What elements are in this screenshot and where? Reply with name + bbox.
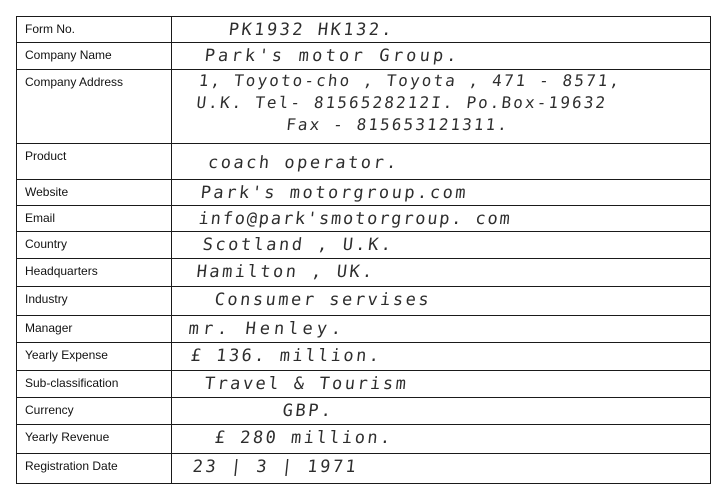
headquarters-cell — [172, 259, 711, 287]
industry-label: Industry — [17, 287, 172, 316]
email-cell — [172, 206, 711, 232]
company-name-label: Company Name — [17, 43, 172, 70]
headquarters-label: Headquarters — [17, 259, 172, 287]
country-value: Scotland , U.K. — [201, 235, 395, 255]
industry-cell — [172, 287, 711, 316]
registration-date-value: 23 | 3 | 1971 — [191, 457, 360, 477]
sub-classification-value: Travel & Tourism — [203, 374, 410, 394]
manager-value: mr. Henley. — [187, 319, 347, 339]
yearly-expense-value: £ 136. million. — [189, 346, 383, 366]
product-value: coach operator. — [206, 153, 401, 173]
row-yearly-revenue — [17, 425, 711, 454]
row-product — [17, 144, 711, 180]
website-label: Website — [17, 180, 172, 206]
company-address-cell — [172, 70, 711, 144]
website-value: Park's motorgroup.com — [199, 183, 470, 203]
company-address-value — [165, 70, 710, 136]
address-line-2: U.K. Tel- 8156528212I. Po.Box-19632 — [195, 93, 609, 112]
registration-date-label: Registration Date — [17, 454, 172, 484]
yearly-revenue-cell — [172, 425, 711, 454]
yearly-expense-cell — [172, 343, 711, 371]
registration-date-cell — [172, 454, 711, 484]
row-website — [17, 180, 711, 206]
row-manager — [17, 316, 711, 343]
country-label: Country — [17, 232, 172, 259]
product-label: Product — [17, 144, 172, 180]
email-label: Email — [17, 206, 172, 232]
form-no-value: PK1932 HK132. — [227, 20, 396, 40]
form-no-label: Form No. — [17, 17, 172, 43]
country-cell — [172, 232, 711, 259]
yearly-expense-label: Yearly Expense — [17, 343, 172, 371]
manager-cell — [172, 316, 711, 343]
yearly-revenue-value: £ 280 million. — [213, 428, 394, 448]
manager-label: Manager — [17, 316, 172, 343]
row-form-no — [17, 17, 711, 43]
row-company-name — [17, 43, 711, 70]
yearly-revenue-label: Yearly Revenue — [17, 425, 172, 454]
address-line-1: 1, Toyoto-cho , Toyota , 471 - 8571, — [197, 71, 623, 90]
sub-classification-cell — [172, 371, 711, 398]
company-name-cell — [172, 43, 711, 70]
row-yearly-expense — [17, 343, 711, 371]
form-no-cell — [172, 17, 711, 43]
sub-classification-label: Sub-classification — [17, 371, 172, 398]
email-value: info@park'smotorgroup. com — [197, 209, 513, 229]
headquarters-value: Hamilton , UK. — [195, 262, 376, 282]
website-cell — [172, 180, 711, 206]
currency-cell — [172, 398, 711, 425]
row-country — [17, 232, 711, 259]
row-currency — [17, 398, 711, 425]
row-company-address — [17, 70, 711, 144]
currency-label: Currency — [17, 398, 172, 425]
row-registration-date — [17, 454, 711, 484]
row-industry — [17, 287, 711, 316]
company-address-label: Company Address — [17, 70, 172, 144]
currency-value: GBP. — [281, 401, 335, 421]
industry-value: Consumer servises — [213, 290, 433, 310]
product-cell — [172, 144, 711, 180]
row-sub-classification — [17, 371, 711, 398]
row-email — [17, 206, 711, 232]
address-line-3: Fax - 815653121311. — [285, 115, 511, 134]
form-table — [16, 16, 711, 484]
row-headquarters — [17, 259, 711, 287]
company-name-value: Park's motor Group. — [203, 46, 461, 66]
